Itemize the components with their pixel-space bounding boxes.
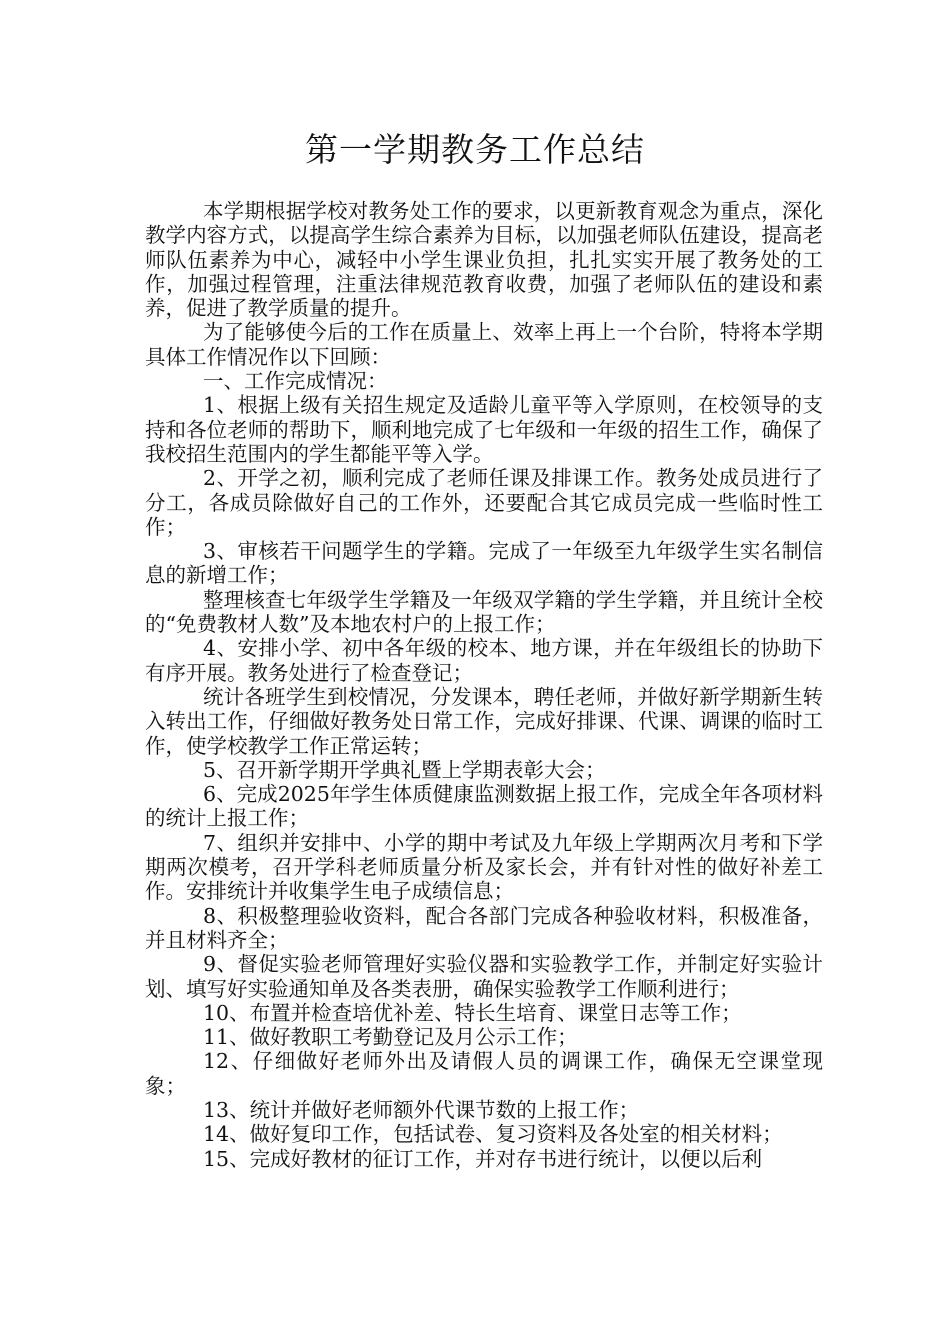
list-item: 统计各班学生到校情况，分发课本，聘任老师，并做好新学期新生转入转出工作，仔细做好教务处日常工作，完成好排课、代课、调课的临时工作，使学校教学工作正常运转； [145,684,823,758]
list-item: 4、安排小学、初中各年级的校本、地方课，并在年级组长的协助下有序开展。教务处进行了检查登记； [145,636,823,685]
list-item: 10、布置并检查培优补差、特长生培育、课堂日志等工作； [203,1000,742,1025]
list-item: 3、审核若干问题学生的学籍。完成了一年级至九年级学生实名制信息的新增工作； [145,539,823,588]
intro-paragraph: 本学期根据学校对教务处工作的要求，以更新教育观念为重点，深化教学内容方式，以提高学生综合素养为目标，以加强老师队伍建设，提高老师队伍素养为中心，减轻中小学生课业负担，扎扎实实开展了教务处的工作，加强过程管理，注重法律规范教育收费，加强了老师队伍的建设和素养，促进了教学质量的提升。 [145,199,823,321]
list-item: 9、督促实验老师管理好实验仪器和实验教学工作，并制定好实验计划、填写好实验通知单及各类表册，确保实验教学工作顺利进行； [145,952,823,1001]
list-item: 12、仔细做好老师外出及请假人员的调课工作，确保无空课堂现象； [145,1049,823,1098]
review-intro-paragraph: 为了能够使今后的工作在质量上、效率上再上一个台阶，特将本学期具体工作情况作以下回顾： [145,320,823,369]
list-item: 8、积极整理验收资料，配合各部门完成各种验收材料，积极准备，并且材料齐全； [145,903,823,952]
document-title: 第一学期教务工作总结 [305,130,645,169]
section-heading: 一、工作完成情况： [203,369,388,394]
list-item: 13、统计并做好老师额外代课节数的上报工作； [203,1097,640,1122]
list-item: 1、根据上级有关招生规定及适龄儿童平等入学原则，在校领导的支持和各位老师的帮助下，顺利地完成了七年级和一年级的招生工作，确保了我校招生范围内的学生都能平等入学。 [145,393,823,466]
list-item: 6、完成2025年学生体质健康监测数据上报工作，完成全年各项材料的统计上报工作； [145,782,823,831]
list-item: 14、做好复印工作，包括试卷、复习资料及各处室的相关材料； [203,1122,783,1147]
list-item: 5、召开新学期开学典礼暨上学期表彰大会； [203,757,606,782]
list-item: 2、开学之初，顺利完成了老师任课及排课工作。教务处成员进行了分工，各成员除做好自己的工作外，还要配合其它成员完成一些临时性工作； [145,466,823,539]
list-item: 11、做好教职工考勤登记及月公示工作； [203,1025,578,1050]
document-body [145,199,823,1171]
list-item: 整理核查七年级学生学籍及一年级双学籍的学生学籍，并且统计全校的“免费教材人数”及本地农村户的上报工作； [145,587,823,637]
list-item: 7、组织并安排中、小学的期中考试及九年级上学期两次月考和下学期两次模考，召开学科老师质量分析及家长会，并有针对性的做好补差工作。安排统计并收集学生电子成绩信息； [145,830,823,904]
list-item: 15、完成好教材的征订工作，并对存书进行统计，以便以后利 [203,1146,763,1171]
